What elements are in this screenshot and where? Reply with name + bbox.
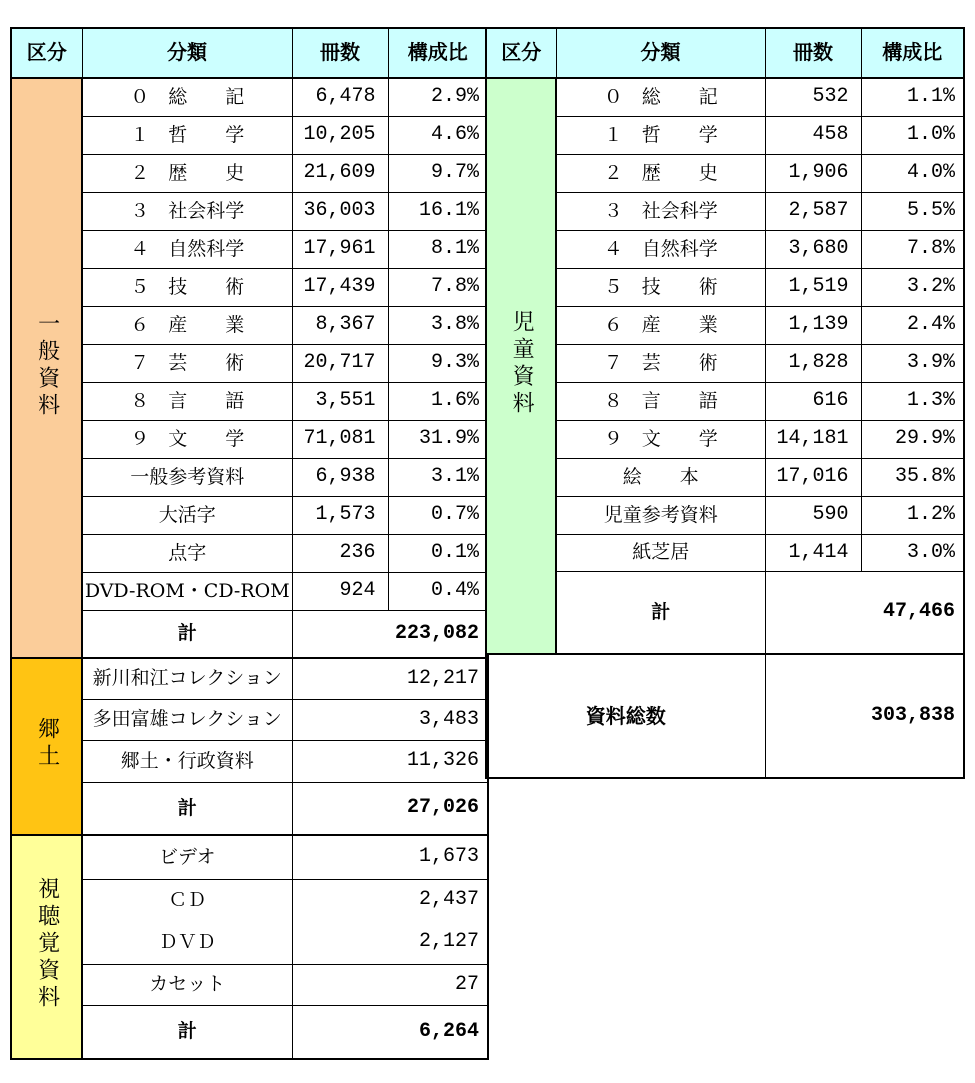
class-label: １ 哲 学	[556, 116, 765, 154]
col-header-sassu: 冊数	[292, 28, 388, 78]
table-row	[486, 230, 964, 268]
class-label: 絵 本	[556, 458, 765, 496]
count-value: 590	[765, 496, 861, 534]
percent-value: 29.9%	[861, 420, 964, 458]
percent-value: 5.5%	[861, 192, 964, 230]
count-value: 10,205	[292, 116, 388, 154]
vertical-section-label: 一般資料	[34, 311, 60, 420]
table-row	[11, 78, 488, 116]
percent-value: 3.8%	[388, 306, 488, 344]
table-row	[11, 835, 488, 879]
total-value: 6,264	[292, 1005, 488, 1059]
table-row	[486, 78, 964, 116]
vertical-section-label: 郷土	[34, 717, 60, 772]
percent-value: 7.8%	[861, 230, 964, 268]
count-value: 27	[292, 964, 488, 1005]
count-value: 8,367	[292, 306, 388, 344]
vertical-section-label: 視聴覚資料	[34, 877, 60, 1013]
class-label: 一般参考資料	[82, 458, 292, 496]
section-label-general	[11, 78, 82, 658]
class-label: DVD-ROM・CD-ROM	[82, 572, 292, 610]
total-label: 計	[556, 571, 765, 654]
count-value: 1,519	[765, 268, 861, 306]
table-row	[11, 192, 488, 230]
grand-total-label: 資料総数	[486, 654, 765, 778]
count-value: 11,326	[292, 740, 488, 782]
class-label: カセット	[82, 964, 292, 1005]
table-row	[11, 658, 488, 699]
percent-value: 1.0%	[861, 116, 964, 154]
count-value: 2,587	[765, 192, 861, 230]
class-label: ９ 文 学	[556, 420, 765, 458]
header-row	[486, 28, 964, 78]
table-row	[11, 921, 488, 964]
count-value: 3,483	[292, 699, 488, 740]
table-row	[486, 458, 964, 496]
class-label: ７ 芸 術	[556, 344, 765, 382]
class-label: ７ 芸 術	[82, 344, 292, 382]
class-label: 点字	[82, 534, 292, 572]
percent-value: 4.6%	[388, 116, 488, 154]
table-row	[11, 699, 488, 740]
class-label: 大活字	[82, 496, 292, 534]
class-label: ６ 産 業	[556, 306, 765, 344]
col-header-kubun: 区分	[486, 28, 556, 78]
table-row	[11, 306, 488, 344]
table-row	[11, 230, 488, 268]
count-value: 14,181	[765, 420, 861, 458]
percent-value: 0.4%	[388, 572, 488, 610]
count-value: 36,003	[292, 192, 388, 230]
count-value: 2,127	[292, 921, 488, 964]
percent-value: 1.1%	[861, 78, 964, 116]
total-label: 計	[82, 782, 292, 835]
percent-value: 35.8%	[861, 458, 964, 496]
table-row	[11, 420, 488, 458]
table-row	[11, 268, 488, 306]
class-label: 郷土・行政資料	[82, 740, 292, 782]
percent-value: 1.6%	[388, 382, 488, 420]
class-label: 多田富雄コレクション	[82, 699, 292, 740]
percent-value: 0.7%	[388, 496, 488, 534]
class-label: 児童参考資料	[556, 496, 765, 534]
table-row	[486, 496, 964, 534]
class-label: ４ 自然科学	[556, 230, 765, 268]
count-value: 6,478	[292, 78, 388, 116]
table-row	[486, 534, 964, 571]
table-row	[486, 192, 964, 230]
total-value: 223,082	[292, 610, 488, 658]
class-label: 新川和江コレクション	[82, 658, 292, 699]
count-value: 71,081	[292, 420, 388, 458]
table-row	[11, 534, 488, 572]
count-value: 458	[765, 116, 861, 154]
total-value: 47,466	[765, 571, 964, 654]
count-value: 2,437	[292, 879, 488, 921]
table-row	[486, 268, 964, 306]
section-label-children	[486, 78, 556, 654]
percent-value: 3.9%	[861, 344, 964, 382]
class-label: ＤＶＤ	[82, 921, 292, 964]
count-value: 532	[765, 78, 861, 116]
table-row	[11, 964, 488, 1005]
class-label: ５ 技 術	[82, 268, 292, 306]
grand-total-value: 303,838	[765, 654, 964, 778]
col-header-kousei: 構成比	[388, 28, 488, 78]
table-row	[11, 154, 488, 192]
general-materials-table	[10, 27, 489, 1060]
table-row	[11, 458, 488, 496]
class-label: ４ 自然科学	[82, 230, 292, 268]
class-label: ０ 総 記	[556, 78, 765, 116]
table-row	[486, 116, 964, 154]
class-label: ８ 言 語	[556, 382, 765, 420]
class-label: ８ 言 語	[82, 382, 292, 420]
table-row	[11, 572, 488, 610]
col-header-bunrui: 分類	[556, 28, 765, 78]
table-row	[11, 496, 488, 534]
class-label: ０ 総 記	[82, 78, 292, 116]
table-row	[486, 420, 964, 458]
table-row	[11, 344, 488, 382]
class-label: ２ 歴 史	[556, 154, 765, 192]
header-row	[11, 28, 488, 78]
table-row	[486, 306, 964, 344]
count-value: 1,673	[292, 835, 488, 879]
percent-value: 2.4%	[861, 306, 964, 344]
total-value: 27,026	[292, 782, 488, 835]
class-label: ビデオ	[82, 835, 292, 879]
class-label: ５ 技 術	[556, 268, 765, 306]
class-label: ９ 文 学	[82, 420, 292, 458]
class-label: １ 哲 学	[82, 116, 292, 154]
class-label: ３ 社会科学	[556, 192, 765, 230]
count-value: 924	[292, 572, 388, 610]
grand-total-row	[486, 654, 964, 778]
class-label: ６ 産 業	[82, 306, 292, 344]
total-row-general	[11, 610, 488, 658]
count-value: 3,551	[292, 382, 388, 420]
percent-value: 1.2%	[861, 496, 964, 534]
count-value: 17,016	[765, 458, 861, 496]
total-row-kyodo	[11, 782, 488, 835]
table-row	[486, 344, 964, 382]
table-row	[11, 382, 488, 420]
table-row	[486, 382, 964, 420]
percent-value: 16.1%	[388, 192, 488, 230]
class-label: ＣＤ	[82, 879, 292, 921]
section-label-kyodo	[11, 658, 82, 835]
count-value: 616	[765, 382, 861, 420]
count-value: 21,609	[292, 154, 388, 192]
class-label: ２ 歴 史	[82, 154, 292, 192]
percent-value: 3.1%	[388, 458, 488, 496]
count-value: 1,139	[765, 306, 861, 344]
percent-value: 0.1%	[388, 534, 488, 572]
count-value: 3,680	[765, 230, 861, 268]
col-header-kousei: 構成比	[861, 28, 964, 78]
percent-value: 3.2%	[861, 268, 964, 306]
col-header-kubun: 区分	[11, 28, 82, 78]
percent-value: 2.9%	[388, 78, 488, 116]
total-row-children	[486, 571, 964, 654]
percent-value: 9.7%	[388, 154, 488, 192]
col-header-sassu: 冊数	[765, 28, 861, 78]
count-value: 20,717	[292, 344, 388, 382]
total-label: 計	[82, 610, 292, 658]
class-label: ３ 社会科学	[82, 192, 292, 230]
total-row-av	[11, 1005, 488, 1059]
children-materials-table	[485, 27, 965, 779]
percent-value: 8.1%	[388, 230, 488, 268]
table-row	[486, 154, 964, 192]
percent-value: 4.0%	[861, 154, 964, 192]
percent-value: 3.0%	[861, 534, 964, 571]
count-value: 6,938	[292, 458, 388, 496]
count-value: 1,906	[765, 154, 861, 192]
count-value: 17,439	[292, 268, 388, 306]
count-value: 1,573	[292, 496, 388, 534]
table-row	[11, 116, 488, 154]
total-label: 計	[82, 1005, 292, 1059]
count-value: 17,961	[292, 230, 388, 268]
percent-value: 9.3%	[388, 344, 488, 382]
count-value: 1,828	[765, 344, 861, 382]
vertical-section-label: 児童資料	[509, 309, 535, 418]
percent-value: 31.9%	[388, 420, 488, 458]
class-label: 紙芝居	[556, 534, 765, 571]
table-row	[11, 740, 488, 782]
table-row	[11, 879, 488, 921]
percent-value: 7.8%	[388, 268, 488, 306]
col-header-bunrui: 分類	[82, 28, 292, 78]
section-label-av	[11, 835, 82, 1059]
count-value: 1,414	[765, 534, 861, 571]
percent-value: 1.3%	[861, 382, 964, 420]
count-value: 12,217	[292, 658, 488, 699]
count-value: 236	[292, 534, 388, 572]
